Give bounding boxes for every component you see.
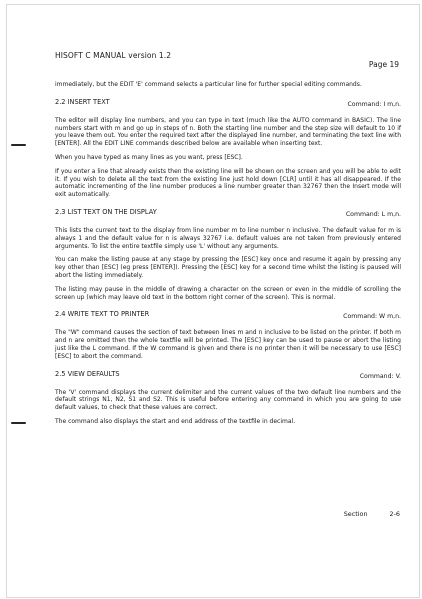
section-title: 2.4 WRITE TEXT TO PRINTER: [55, 310, 150, 319]
body-paragraph: The listing may pause in the middle of drawing a character on the screen or even in the middle of scrolling the screen up (which may leave old text in the bottom right corner of the screen). This is normal.: [55, 285, 401, 301]
margin-mark: [11, 144, 26, 146]
section-title: 2.5 VIEW DEFAULTS: [55, 369, 120, 378]
section-heading: [55, 208, 401, 221]
section-command: Command: W m,n.: [343, 313, 401, 321]
section-title: 2.3 LIST TEXT ON THE DISPLAY: [55, 207, 157, 216]
page-header: [55, 51, 399, 71]
intro-paragraph: immediately, but the EDIT 'E' command selects a particular line for further special editing commands.: [55, 81, 362, 88]
section-heading: [55, 310, 401, 323]
section-heading: [55, 98, 401, 111]
body-paragraph: The 'V' command displays the current delimiter and the current values of the two default line numbers and the default strings N1, N2, S1 and S2. This is useful before entering any command in which you are going to use default values, to check that these values are correct.: [55, 388, 401, 412]
body-paragraph: You can make the listing pause at any stage by pressing the [ESC] key once and resume it again by pressing any key other than [ESC] (eg press [ENTER]). Pressing the [ESC] key for a second time whilst the listing is paused will abort the listing immediately.: [55, 256, 401, 279]
body-paragraph: The command also displays the start and end address of the textfile in decimal.: [55, 417, 296, 425]
body-paragraph: This lists the current text to the display from line number m to line number n inclusive. The default value for m is always 1 and the default value for n is always 32767 i.e. default values are not taken from previously entered arguments. To list the entire textfile simply use 'L' without any arguments.: [55, 226, 401, 250]
page-body: [55, 81, 401, 432]
section-command: Command: L m,n.: [345, 210, 401, 218]
body-paragraph: If you enter a line that already exists then the existing line will be shown on the screen and you will be able to edit it. If you wish to delete all the text from the existing line just hold down [CLR] until it has all disappeared. If the automatic incrementing of the line number produces a line number greater than 32767 then the Insert mode will exit automatically.: [55, 167, 401, 199]
margin-mark: [11, 422, 26, 424]
body-paragraph: The editor will display line numbers, and you can type in text (much like the AUTO command in BASIC). The line numbers start with m and go up in steps of n. Both the starting line number and the step size will default to 10 if you leave them out. You enter the required text after the displayed line number, and terminating the text line with [ENTER]. All the EDIT LINE commands described below are available when inserting text.: [55, 116, 401, 148]
body-paragraph: The "W" command causes the section of text between lines m and n inclusive to be listed on the printer. If both m and n are omitted then the whole textfile will be printed. The [ESC] key can be used to pause or abort the listing just like the L command. If the W command is given and there is no printer then it will be necessary to use [ESC] [ESC] to abort the command.: [55, 329, 401, 360]
manual-title: HISOFT C MANUAL version 1.2: [55, 51, 172, 60]
page-footer: [344, 510, 400, 518]
body-paragraph: When you have typed as many lines as you want, press [ESC].: [55, 153, 243, 161]
footer-section-number: 2-6: [389, 510, 400, 518]
section-title: 2.2 INSERT TEXT: [55, 97, 110, 106]
section-command: Command: I m,n.: [347, 100, 401, 108]
section-heading: [55, 370, 401, 383]
page-number: Page 19: [368, 60, 399, 69]
section-command: Command: V.: [359, 372, 401, 380]
footer-section-label: Section: [343, 510, 368, 518]
